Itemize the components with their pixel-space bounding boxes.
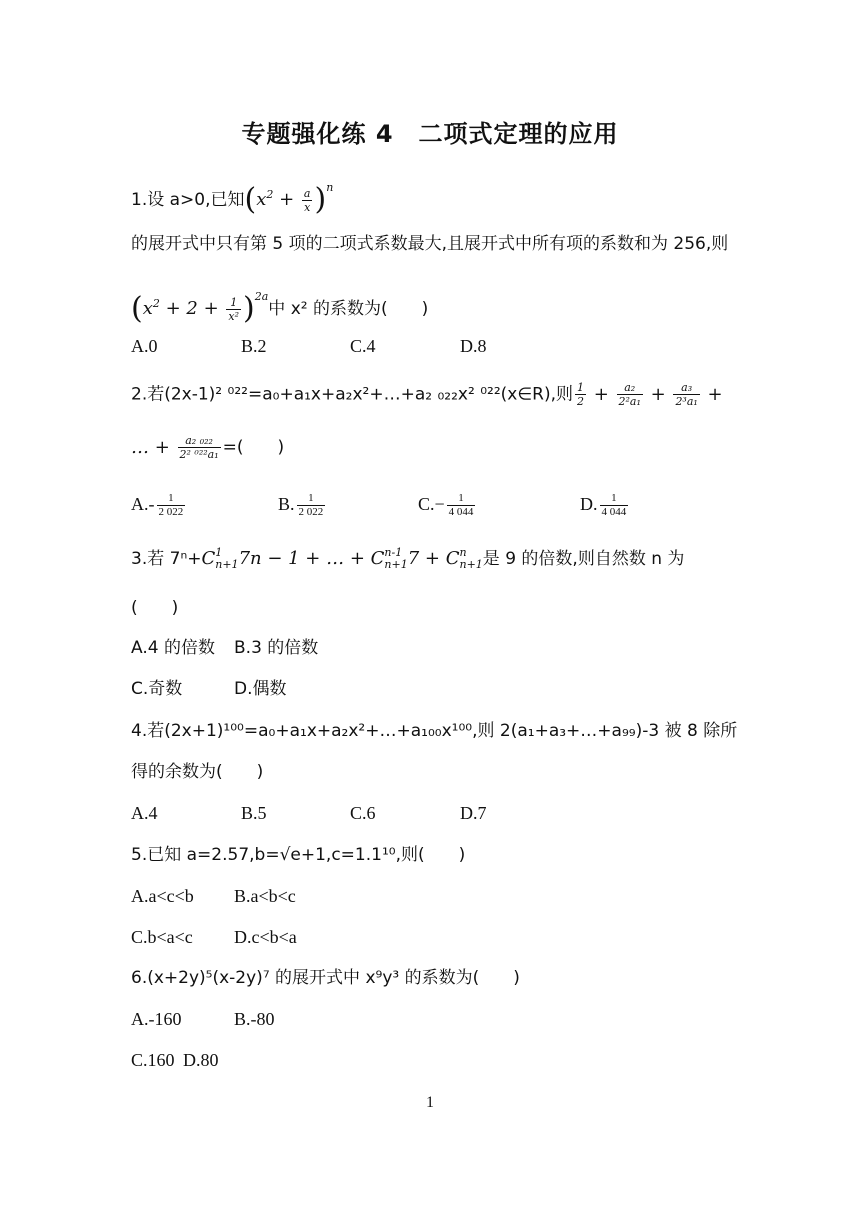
option-a: A.4 的倍数 <box>131 638 215 658</box>
option-b: B.2 <box>241 336 267 356</box>
question-2-sum: $\frac{1}{2}$ + $\frac{\text{a₂}}{\text{2²a₁}}$ + $\frac{\text{a₃}}{\text{2³a₁}}$ + <box>576 381 723 408</box>
option-a: A.4 <box>131 803 158 823</box>
option-a: A.a<c<b <box>131 886 194 906</box>
question-5-line-1: 5.已知 a=2.57,b=√e+1,c=1.1¹⁰,则( ) <box>131 845 466 865</box>
question-3-expression: C 1 n+1 7n − 1 + … + C n-1 n+1 7 + C n n+1 <box>201 546 483 571</box>
option-b: B.5 <box>241 803 267 823</box>
option-c: C.奇数 <box>131 679 183 699</box>
question-2-prefix: 2.若(2x-1)² ⁰²²=a₀+a₁x+a₂x²+…+a₂ ₀₂₂x² ⁰²²(x∈R),则 <box>131 384 573 405</box>
option-d: D.8 <box>460 336 487 356</box>
question-4-line-2: 得的余数为( ) <box>131 762 264 782</box>
option-b: B.-80 <box>234 1009 275 1029</box>
question-3-suffix: 是 9 的倍数,则自然数 n 为 <box>482 549 685 569</box>
page-number: 1 <box>426 1094 434 1111</box>
question-6-line-1: 6.(x+2y)⁵(x-2y)⁷ 的展开式中 x⁹y³ 的系数为( ) <box>131 968 520 988</box>
question-3-prefix: 3.若 7ⁿ+ <box>131 549 202 569</box>
question-4-line-1: 4.若(2x+1)¹⁰⁰=a₀+a₁x+a₂x²+…+a₁₀₀x¹⁰⁰,则 2(a₁+a₃+…+a₉₉)-3 被 8 除所 <box>131 721 738 741</box>
question-1-suffix: 中 x² 的系数为( ) <box>268 299 429 319</box>
page-title: 专题强化练 4 二项式定理的应用 <box>241 120 619 148</box>
option-d: D.c<b<a <box>234 927 297 947</box>
question-1-expression-2: ($x^2 + 2$ + $\frac{1}{\text{x²}}$ )$^{2a}$ <box>131 290 269 326</box>
option-d: D.7 <box>460 803 487 823</box>
question-1-expression: ($x^2$ + $\frac{a}{x}$ )$^n$ <box>244 181 334 217</box>
option-d: D. $\frac{1}{4 044}$ <box>580 492 627 519</box>
question-2-line-1 <box>131 381 723 408</box>
question-3-line-2: ( ) <box>131 598 179 618</box>
question-2-suffix: =( ) <box>222 437 285 458</box>
option-c: C.4 <box>350 336 376 356</box>
option-b: B.3 的倍数 <box>234 638 319 658</box>
question-1-line-3 <box>131 285 429 326</box>
question-3-line-1 <box>131 546 684 571</box>
option-d: D.80 <box>183 1050 219 1070</box>
option-c: C.6 <box>350 803 376 823</box>
option-b: B.a<b<c <box>234 886 296 906</box>
option-a: A.0 <box>131 336 158 356</box>
option-a: A.- $\frac{1}{2 022}$ <box>131 492 184 519</box>
question-1-line-1 <box>131 176 334 217</box>
option-c: C.160 <box>131 1050 175 1070</box>
question-2-line-2 <box>131 434 284 461</box>
option-b: B. $\frac{1}{2 022}$ <box>278 492 324 519</box>
option-d: D.偶数 <box>234 679 287 699</box>
question-1-prefix: 1.设 a>0,已知 <box>131 190 245 210</box>
option-c: C.b<a<c <box>131 927 193 947</box>
option-a: A.-160 <box>131 1009 182 1029</box>
question-2-sum-tail: … + $\frac{\text{a₂ ₀₂₂}}{\text{2² ⁰²²a₁}}$ <box>131 434 219 461</box>
option-c: C.− $\frac{1}{4 044}$ <box>418 492 474 519</box>
question-1-line-2: 的展开式中只有第 5 项的二项式系数最大,且展开式中所有项的系数和为 256,则 <box>131 234 729 254</box>
